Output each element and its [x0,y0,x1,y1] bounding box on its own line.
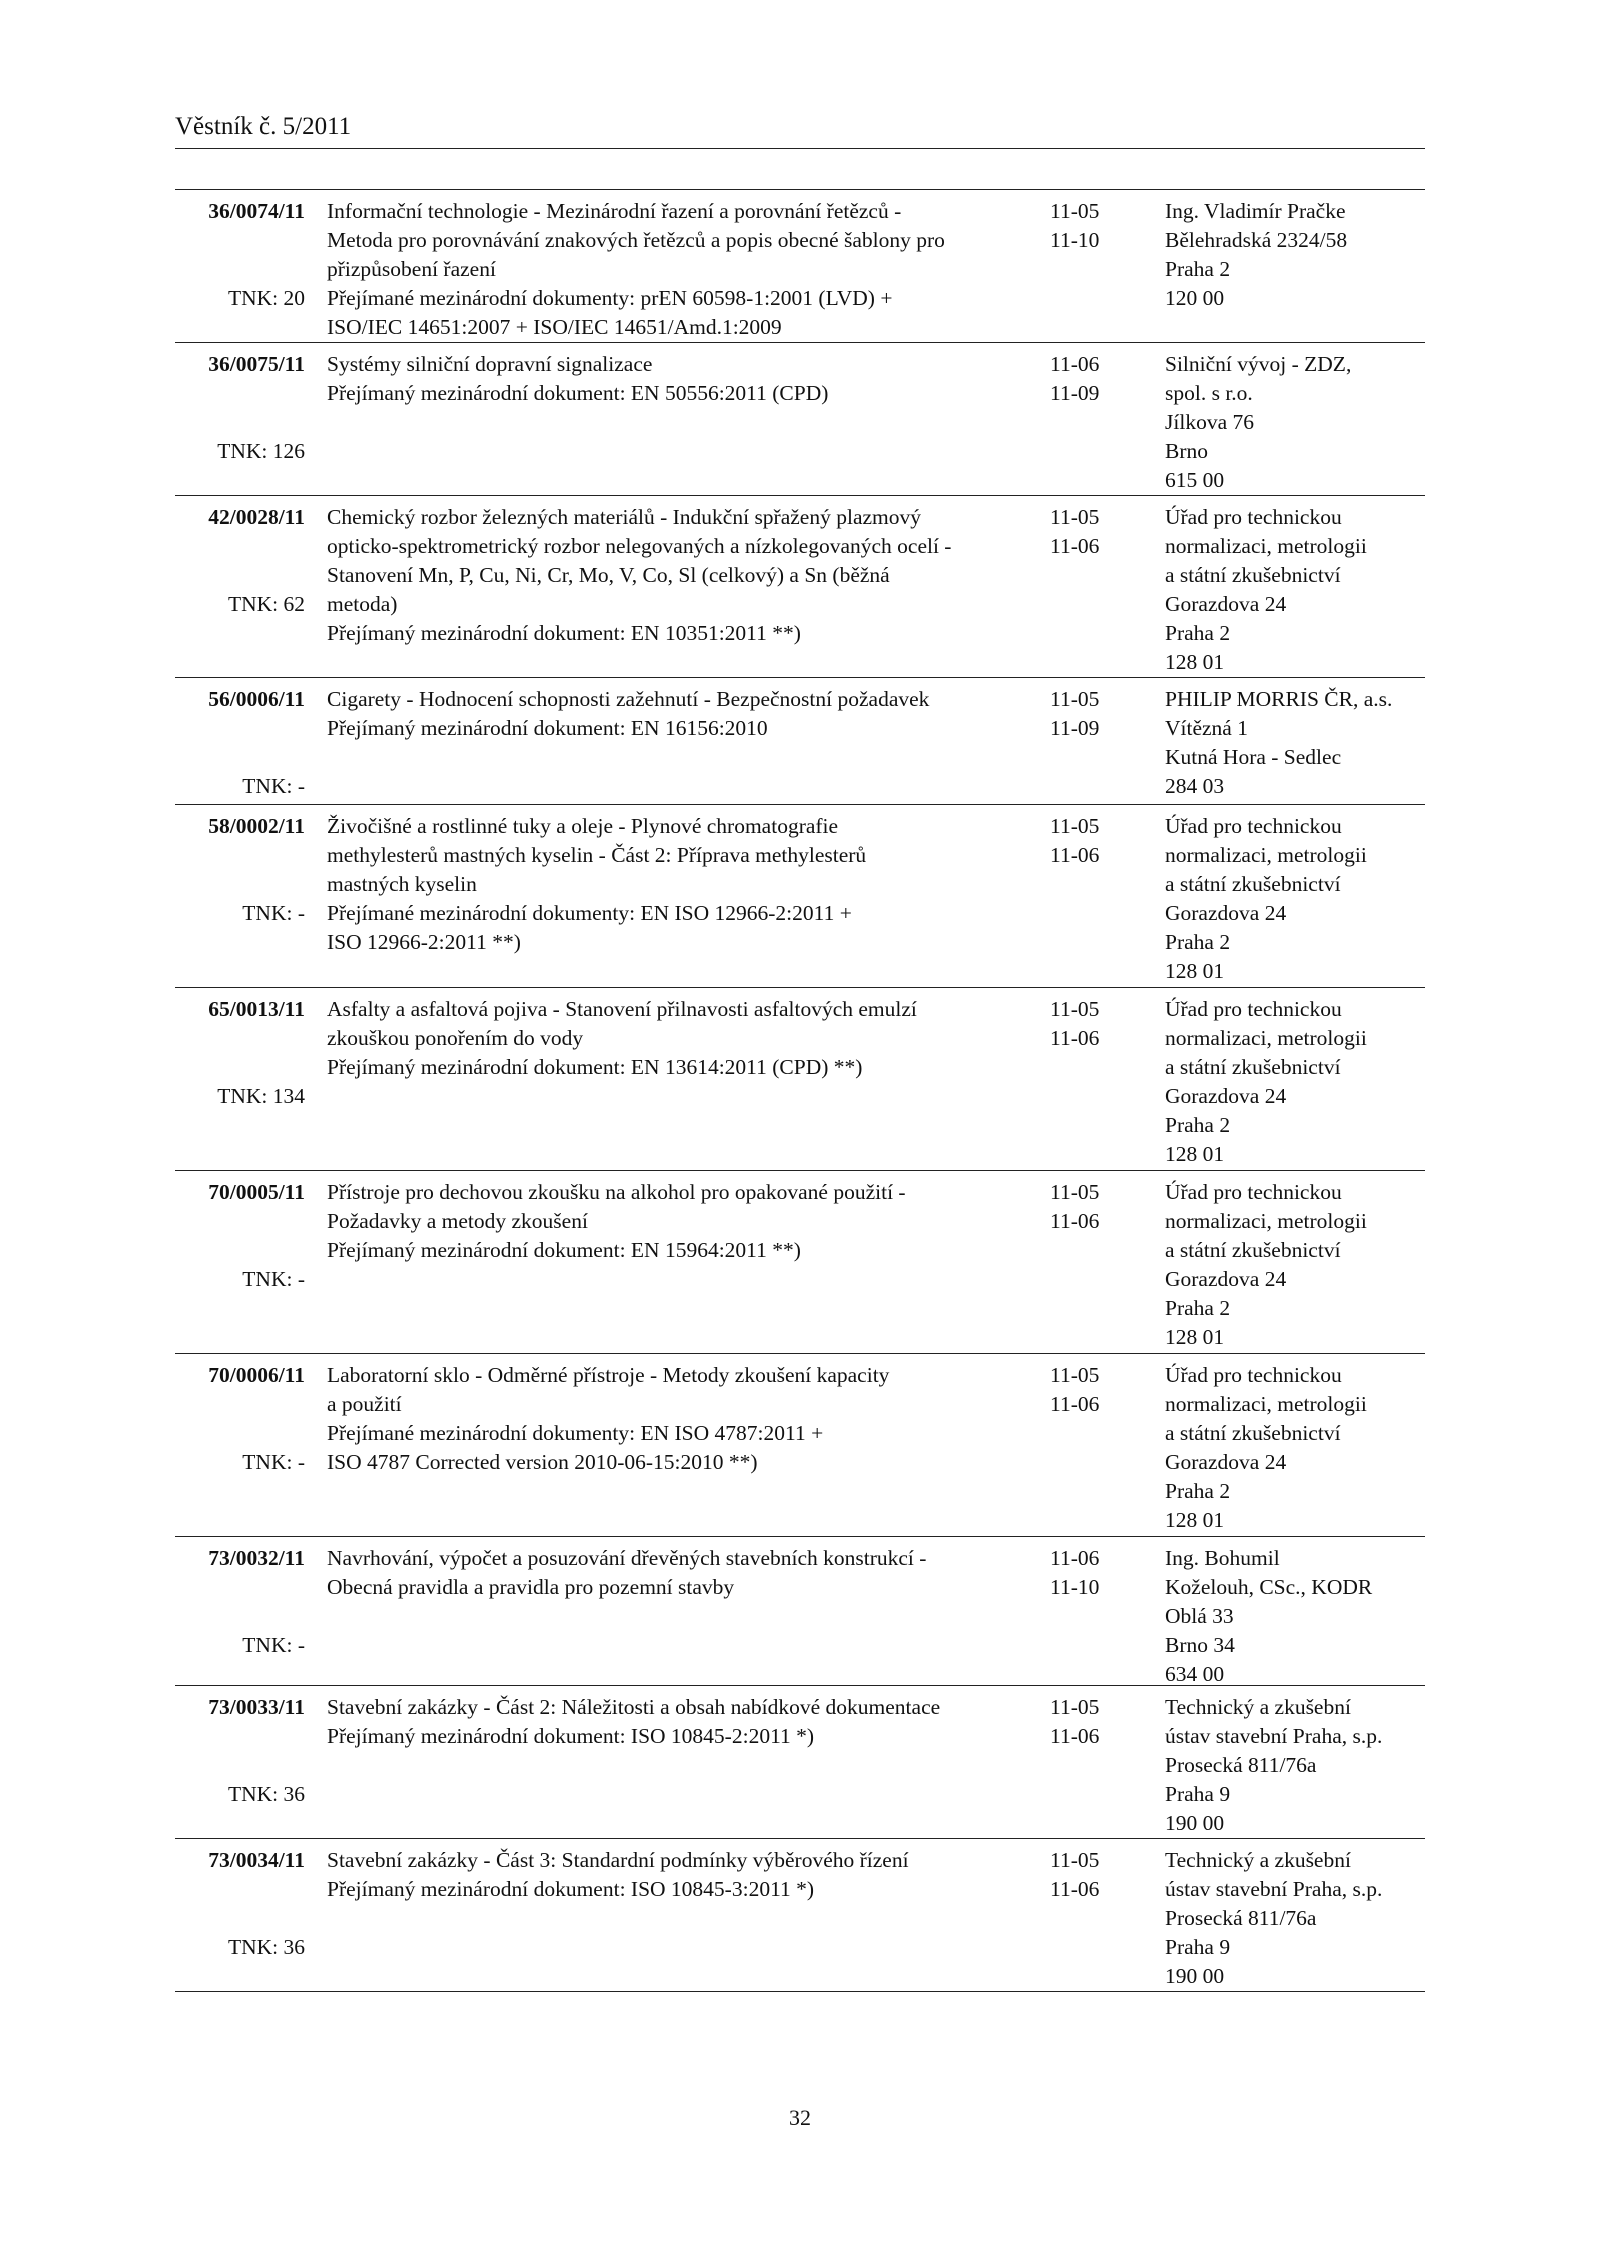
table-row [175,496,1425,678]
date-value: 11-05 [1050,1695,1100,1719]
record-id-cell [175,1361,305,1530]
organization-line: 120 00 [1165,286,1225,310]
organization-line: ústav stavební Praha, s.p. [1165,1724,1383,1748]
organization-line: Úřad pro technickou [1165,814,1342,838]
description-line: Přejímaný mezinárodní dokument: EN 10351:2011 **) [327,621,801,645]
page-number: 32 [789,2105,811,2130]
organization-line: Prosecká 811/76a [1165,1753,1317,1777]
organization-line: a státní zkušebnictví [1165,563,1341,587]
date-value: 11-06 [1050,352,1100,376]
organization-line: Jílkova 76 [1165,410,1254,434]
record-id-cell [175,197,305,336]
description-line: Chemický rozbor železných materiálů - Indukční spřažený plazmový [327,505,922,529]
dates-cell [1050,1544,1130,1602]
organization-line: PHILIP MORRIS ČR, a.s. [1165,687,1393,711]
organization-line: normalizaci, metrologii [1165,1392,1367,1416]
organization-line: 128 01 [1165,650,1225,674]
tnk-label: TNK: - [242,1267,305,1291]
organization-line: normalizaci, metrologii [1165,1209,1367,1233]
organization-line: a státní zkušebnictví [1165,1421,1341,1445]
record-number: 73/0033/11 [208,1695,305,1719]
organization-line: Gorazdova 24 [1165,1084,1287,1108]
record-number: 70/0005/11 [208,1180,305,1204]
organization-line: Úřad pro technickou [1165,1363,1342,1387]
organization-line: Gorazdova 24 [1165,901,1287,925]
organization-line: Praha 2 [1165,257,1231,281]
dates-cell [1050,503,1130,561]
tnk-label: TNK: - [242,901,305,925]
description-line: Přejímaný mezinárodní dokument: EN 15964:2011 **) [327,1238,801,1262]
date-value: 11-09 [1050,716,1100,740]
date-value: 11-06 [1050,1026,1100,1050]
dates-cell [1050,685,1130,743]
description-line: zkouškou ponořením do vody [327,1026,584,1050]
description-cell [327,1846,1027,1904]
description-line: ISO 4787 Corrected version 2010-06-15:2010 **) [327,1450,758,1474]
organization-cell [1165,350,1425,495]
organization-cell [1165,1693,1425,1838]
dates-cell [1050,1846,1130,1904]
organization-line: 128 01 [1165,1142,1225,1166]
date-value: 11-06 [1050,1724,1100,1748]
organization-cell [1165,1361,1425,1535]
organization-line: 634 00 [1165,1662,1225,1686]
organization-line: Bělehradská 2324/58 [1165,228,1348,252]
dates-cell [1050,812,1130,870]
organization-line: a státní zkušebnictví [1165,872,1341,896]
tnk-label: TNK: - [242,1450,305,1474]
organization-line: Prosecká 811/76a [1165,1906,1317,1930]
date-value: 11-10 [1050,1575,1100,1599]
date-value: 11-06 [1050,1546,1100,1570]
table-row [175,1354,1425,1537]
organization-line: 128 01 [1165,1325,1225,1349]
organization-line: Brno [1165,439,1208,463]
organization-line: 128 01 [1165,1508,1225,1532]
description-line: Přejímané mezinárodní dokumenty: EN ISO 12966-2:2011 + [327,901,852,925]
record-id-cell [175,1178,305,1347]
description-cell [327,812,1027,957]
description-line: Laboratorní sklo - Odměrné přístroje - Metody zkoušení kapacity [327,1363,890,1387]
organization-line: ústav stavební Praha, s.p. [1165,1877,1383,1901]
description-line: přizpůsobení řazení [327,257,496,281]
organization-line: 615 00 [1165,468,1225,492]
table-row [175,1537,1425,1686]
journal-title: Věstník č. 5/2011 [175,113,352,140]
dates-cell [1050,1361,1130,1419]
organization-line: Gorazdova 24 [1165,592,1287,616]
description-line: metoda) [327,592,398,616]
organization-line: a státní zkušebnictví [1165,1238,1341,1262]
tnk-label: TNK: 134 [217,1084,305,1108]
record-id-cell [175,503,305,671]
tnk-label: TNK: 36 [227,1935,305,1959]
dates-cell [1050,1693,1130,1751]
organization-line: Technický a zkušební [1165,1848,1351,1872]
record-number: 65/0013/11 [208,997,305,1021]
tnk-label: TNK: 36 [227,1782,305,1806]
organization-line: Praha 2 [1165,1113,1231,1137]
description-cell [327,1544,1027,1602]
dates-cell [1050,995,1130,1053]
organization-line: 190 00 [1165,1964,1225,1988]
organization-cell [1165,1544,1425,1689]
description-cell [327,995,1027,1082]
organization-line: Úřad pro technickou [1165,1180,1342,1204]
description-cell [327,1693,1027,1751]
organization-line: Oblá 33 [1165,1604,1234,1628]
table-row [175,1686,1425,1839]
description-line: Systémy silniční dopravní signalizace [327,352,653,376]
organization-cell [1165,685,1425,801]
date-value: 11-05 [1050,814,1100,838]
dates-cell [1050,1178,1130,1236]
organization-cell [1165,812,1425,986]
description-cell [327,1361,1027,1477]
date-value: 11-05 [1050,505,1100,529]
description-cell [327,197,1027,342]
record-number: 58/0002/11 [208,814,305,838]
description-line: Přístroje pro dechovou zkoušku na alkohol pro opakované použití - [327,1180,906,1204]
organization-line: Praha 2 [1165,1296,1231,1320]
organization-line: a státní zkušebnictví [1165,1055,1341,1079]
organization-line: Úřad pro technickou [1165,997,1342,1021]
organization-line: normalizaci, metrologii [1165,1026,1367,1050]
date-value: 11-06 [1050,534,1100,558]
description-line: Přejímané mezinárodní dokumenty: prEN 60598-1:2001 (LVD) + [327,286,893,310]
description-line: opticko-spektrometrický rozbor nelegovaných a nízkolegovaných ocelí - [327,534,952,558]
description-line: Živočišné a rostlinné tuky a oleje - Plynové chromatografie [327,814,839,838]
record-number: 70/0006/11 [208,1363,305,1387]
organization-line: Technický a zkušební [1165,1695,1351,1719]
organization-line: Gorazdova 24 [1165,1450,1287,1474]
record-id-cell [175,685,305,798]
date-value: 11-05 [1050,997,1100,1021]
organization-line: Silniční vývoj - ZDZ, [1165,352,1352,376]
date-value: 11-06 [1050,843,1100,867]
date-value: 11-06 [1050,1877,1100,1901]
record-id-cell [175,1544,305,1679]
organization-cell [1165,197,1425,313]
organization-line: Vítězná 1 [1165,716,1248,740]
record-number: 56/0006/11 [208,687,305,711]
record-number: 42/0028/11 [208,505,305,529]
description-line: Stavební zakázky - Část 3: Standardní podmínky výběrového řízení [327,1848,909,1872]
table-row [175,805,1425,988]
description-line: ISO 12966-2:2011 **) [327,930,521,954]
date-value: 11-05 [1050,1848,1100,1872]
description-line: Přejímaný mezinárodní dokument: ISO 10845-2:2011 *) [327,1724,815,1748]
organization-cell [1165,503,1425,677]
organization-line: Koželouh, CSc., KODR [1165,1575,1373,1599]
description-line: a použití [327,1392,402,1416]
description-line: mastných kyselin [327,872,477,896]
description-cell [327,350,1027,408]
record-number: 36/0075/11 [208,352,305,376]
date-value: 11-05 [1050,687,1100,711]
tnk-label: TNK: 126 [217,439,305,463]
organization-line: Praha 2 [1165,1479,1231,1503]
description-line: Cigarety - Hodnocení schopnosti zažehnutí - Bezpečnostní požadavek [327,687,930,711]
organization-line: Brno 34 [1165,1633,1235,1657]
record-id-cell [175,350,305,489]
description-line: Přejímaný mezinárodní dokument: EN 13614:2011 (CPD) **) [327,1055,863,1079]
record-id-cell [175,995,305,1164]
description-line: Přejímaný mezinárodní dokument: ISO 10845-3:2011 *) [327,1877,815,1901]
table-row [175,1839,1425,1992]
record-id-cell [175,1846,305,1985]
tnk-label: TNK: - [242,774,305,798]
organization-line: Praha 2 [1165,930,1231,954]
table-row [175,988,1425,1171]
description-cell [327,503,1027,648]
record-number: 73/0034/11 [208,1848,305,1872]
organization-line: 128 01 [1165,959,1225,983]
description-line: Přejímaný mezinárodní dokument: EN 50556:2011 (CPD) [327,381,829,405]
date-value: 11-05 [1050,1180,1100,1204]
organization-line: Ing. Bohumil [1165,1546,1280,1570]
record-id-cell [175,812,305,981]
description-cell [327,1178,1027,1265]
organization-line: Úřad pro technickou [1165,505,1342,529]
description-line: Navrhování, výpočet a posuzování dřevěných stavebních konstrukcí - [327,1546,927,1570]
description-line: Asfalty a asfaltová pojiva - Stanovení přilnavosti asfaltových emulzí [327,997,917,1021]
organization-line: 284 03 [1165,774,1225,798]
description-line: Stavební zakázky - Část 2: Náležitosti a obsah nabídkové dokumentace [327,1695,941,1719]
date-value: 11-06 [1050,1392,1100,1416]
description-line: methylesterů mastných kyselin - Část 2: Příprava methylesterů [327,843,867,867]
dates-cell [1050,197,1130,255]
description-line: Obecná pravidla a pravidla pro pozemní stavby [327,1575,735,1599]
record-number: 73/0032/11 [208,1546,305,1570]
record-number: 36/0074/11 [208,199,305,223]
dates-cell [1050,350,1130,408]
standards-table [175,189,1425,1992]
description-line: Přejímaný mezinárodní dokument: EN 16156:2010 [327,716,768,740]
description-line: Přejímané mezinárodní dokumenty: EN ISO 4787:2011 + [327,1421,824,1445]
organization-line: normalizaci, metrologii [1165,843,1367,867]
description-line: Požadavky a metody zkoušení [327,1209,588,1233]
organization-cell [1165,1178,1425,1352]
organization-line: Praha 9 [1165,1782,1231,1806]
table-row [175,678,1425,805]
organization-cell [1165,1846,1425,1991]
organization-line: Kutná Hora - Sedlec [1165,745,1342,769]
description-line: ISO/IEC 14651:2007 + ISO/IEC 14651/Amd.1:2009 [327,315,782,339]
description-line: Informační technologie - Mezinárodní řazení a porovnání řetězců - [327,199,902,223]
organization-line: Praha 9 [1165,1935,1231,1959]
date-value: 11-06 [1050,1209,1100,1233]
description-line: Metoda pro porovnávání znakových řetězců a popis obecné šablony pro [327,228,945,252]
organization-line: Gorazdova 24 [1165,1267,1287,1291]
tnk-label: TNK: 20 [227,286,305,310]
tnk-label: TNK: - [242,1633,305,1657]
tnk-label: TNK: 62 [227,592,305,616]
organization-line: Ing. Vladimír Pračke [1165,199,1346,223]
organization-cell [1165,995,1425,1169]
table-row [175,1171,1425,1354]
date-value: 11-05 [1050,199,1100,223]
date-value: 11-05 [1050,1363,1100,1387]
date-value: 11-10 [1050,228,1100,252]
table-row [175,190,1425,343]
organization-line: spol. s r.o. [1165,381,1253,405]
date-value: 11-09 [1050,381,1100,405]
description-cell [327,685,1027,743]
organization-line: 190 00 [1165,1811,1225,1835]
organization-line: Praha 2 [1165,621,1231,645]
table-row [175,343,1425,496]
description-line: Stanovení Mn, P, Cu, Ni, Cr, Mo, V, Co, Sl (celkový) a Sn (běžná [327,563,890,587]
organization-line: normalizaci, metrologii [1165,534,1367,558]
page-header [175,112,1425,149]
record-id-cell [175,1693,305,1832]
